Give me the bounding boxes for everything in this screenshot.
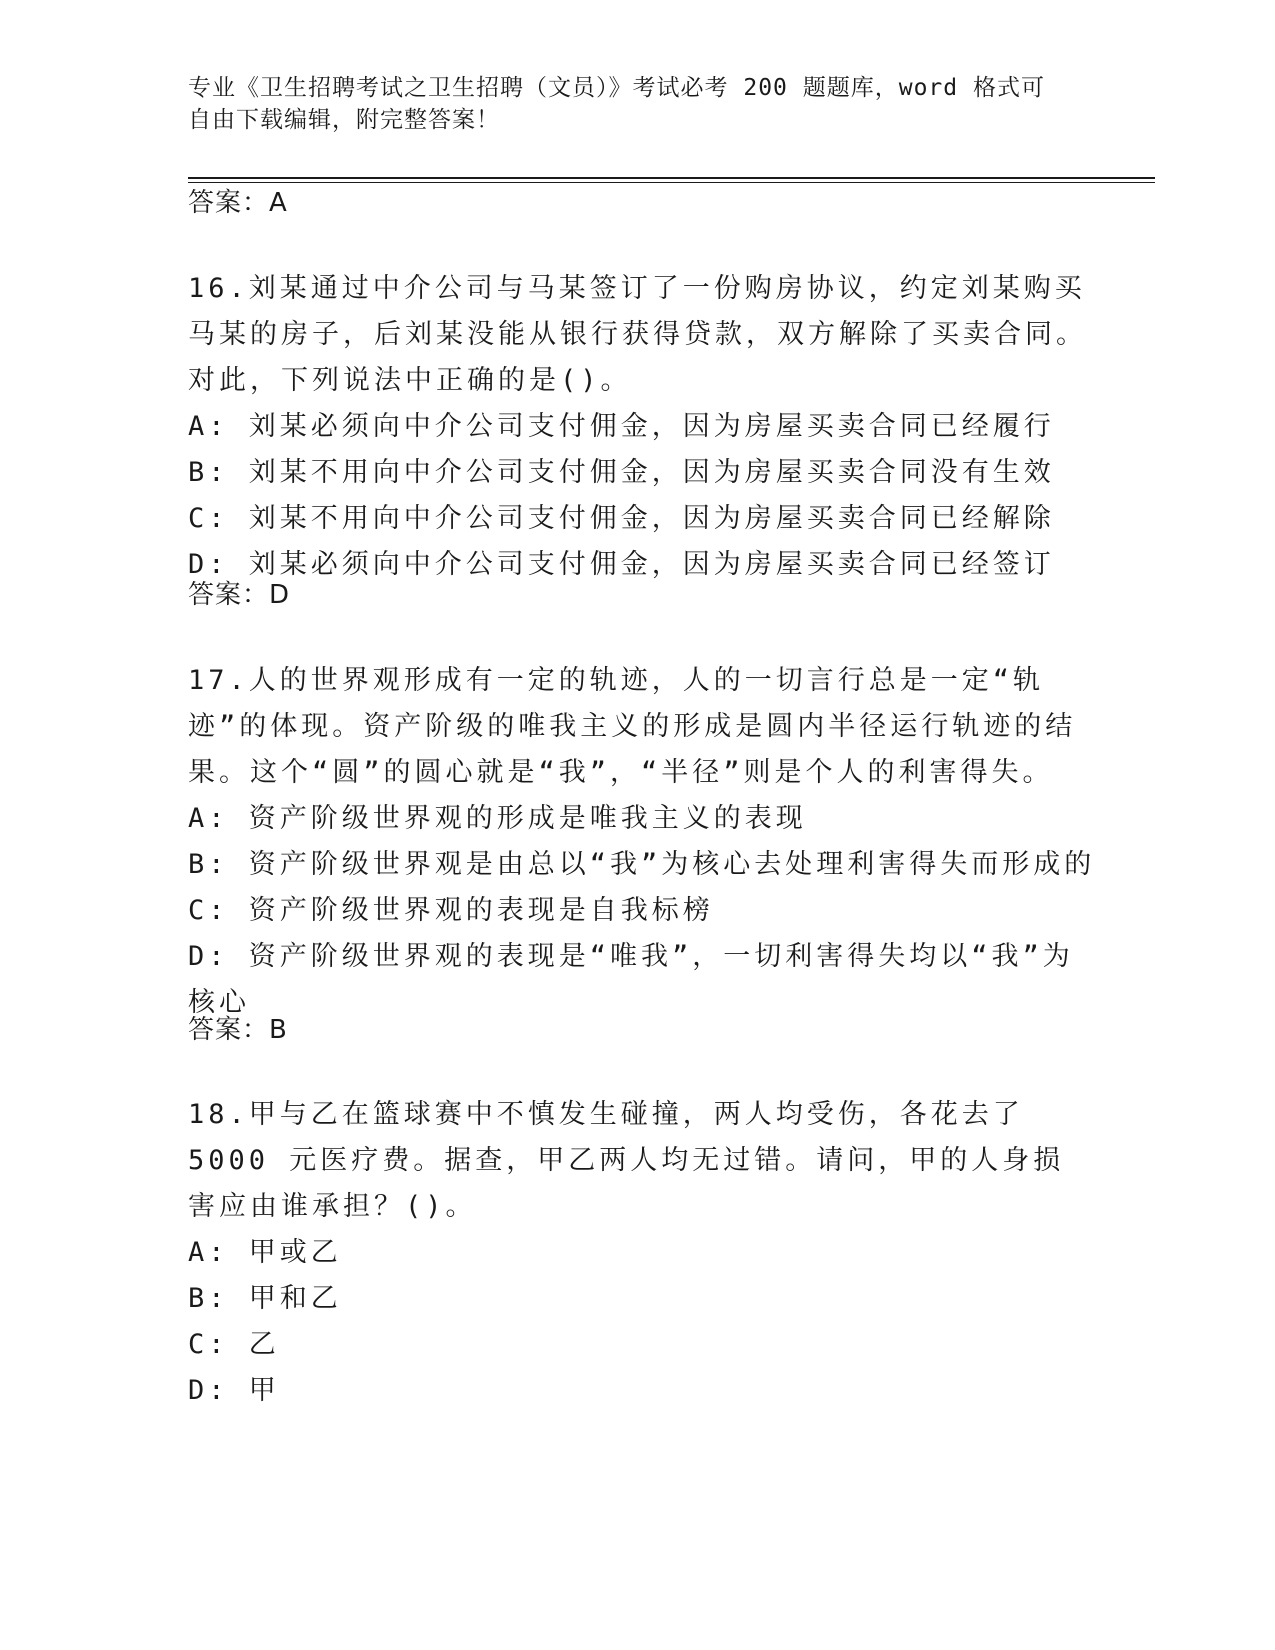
answer-line: 答案：B — [188, 1015, 288, 1045]
option-c: C: 乙 — [188, 1329, 280, 1360]
option-b: B: 甲和乙 — [188, 1283, 342, 1314]
question-stem: 18.甲与乙在篮球赛中不慎发生碰撞，两人均受伤，各花去了 5000 元医疗费。据查，甲乙两人均无过错。请问，甲的人身损害应由谁承担？()。 — [188, 1099, 1065, 1222]
answer-line: 答案：A — [188, 188, 288, 218]
question-stem: 16.刘某通过中介公司与马某签订了一份购房协议，约定刘某购买马某的房子，后刘某没能从银行获得贷款，双方解除了买卖合同。对此，下列说法中正确的是()。 — [188, 273, 1087, 396]
option-c: C: 资产阶级世界观的表现是自我标榜 — [188, 895, 714, 926]
option-b: B: 资产阶级世界观是由总以“我”为核心去处理利害得失而形成的 — [188, 849, 1096, 880]
option-a: A: 资产阶级世界观的形成是唯我主义的表现 — [188, 803, 807, 834]
page-header: 专业《卫生招聘考试之卫生招聘（文员）》考试必考 200 题题库，word 格式可自由下载编辑，附完整答案！ — [188, 75, 1045, 133]
question-17 — [188, 658, 1096, 1026]
option-b: B: 刘某不用向中介公司支付佣金，因为房屋买卖合同没有生效 — [188, 457, 1055, 488]
option-a: A: 刘某必须向中介公司支付佣金，因为房屋买卖合同已经履行 — [188, 411, 1055, 442]
question-stem: 17.人的世界观形成有一定的轨迹，人的一切言行总是一定“轨迹”的体现。资产阶级的唯我主义的形成是圆内半径运行轨迹的结果。这个“圆”的圆心就是“我”，“半径”则是个人的利害得失。 — [188, 665, 1077, 788]
question-16 — [188, 266, 1088, 588]
option-d: D: 资产阶级世界观的表现是“唯我”，一切利害得失均以“我”为核心 — [188, 941, 1074, 1018]
option-a: A: 甲或乙 — [188, 1237, 342, 1268]
option-c: C: 刘某不用向中介公司支付佣金，因为房屋买卖合同已经解除 — [188, 503, 1055, 534]
header-divider-thin — [188, 182, 1155, 183]
answer-line: 答案：D — [188, 580, 291, 610]
option-d: D: 刘某必须向中介公司支付佣金，因为房屋买卖合同已经签订 — [188, 549, 1055, 580]
header-divider — [188, 177, 1155, 179]
question-18 — [188, 1092, 1088, 1414]
option-d: D: 甲 — [188, 1375, 280, 1406]
